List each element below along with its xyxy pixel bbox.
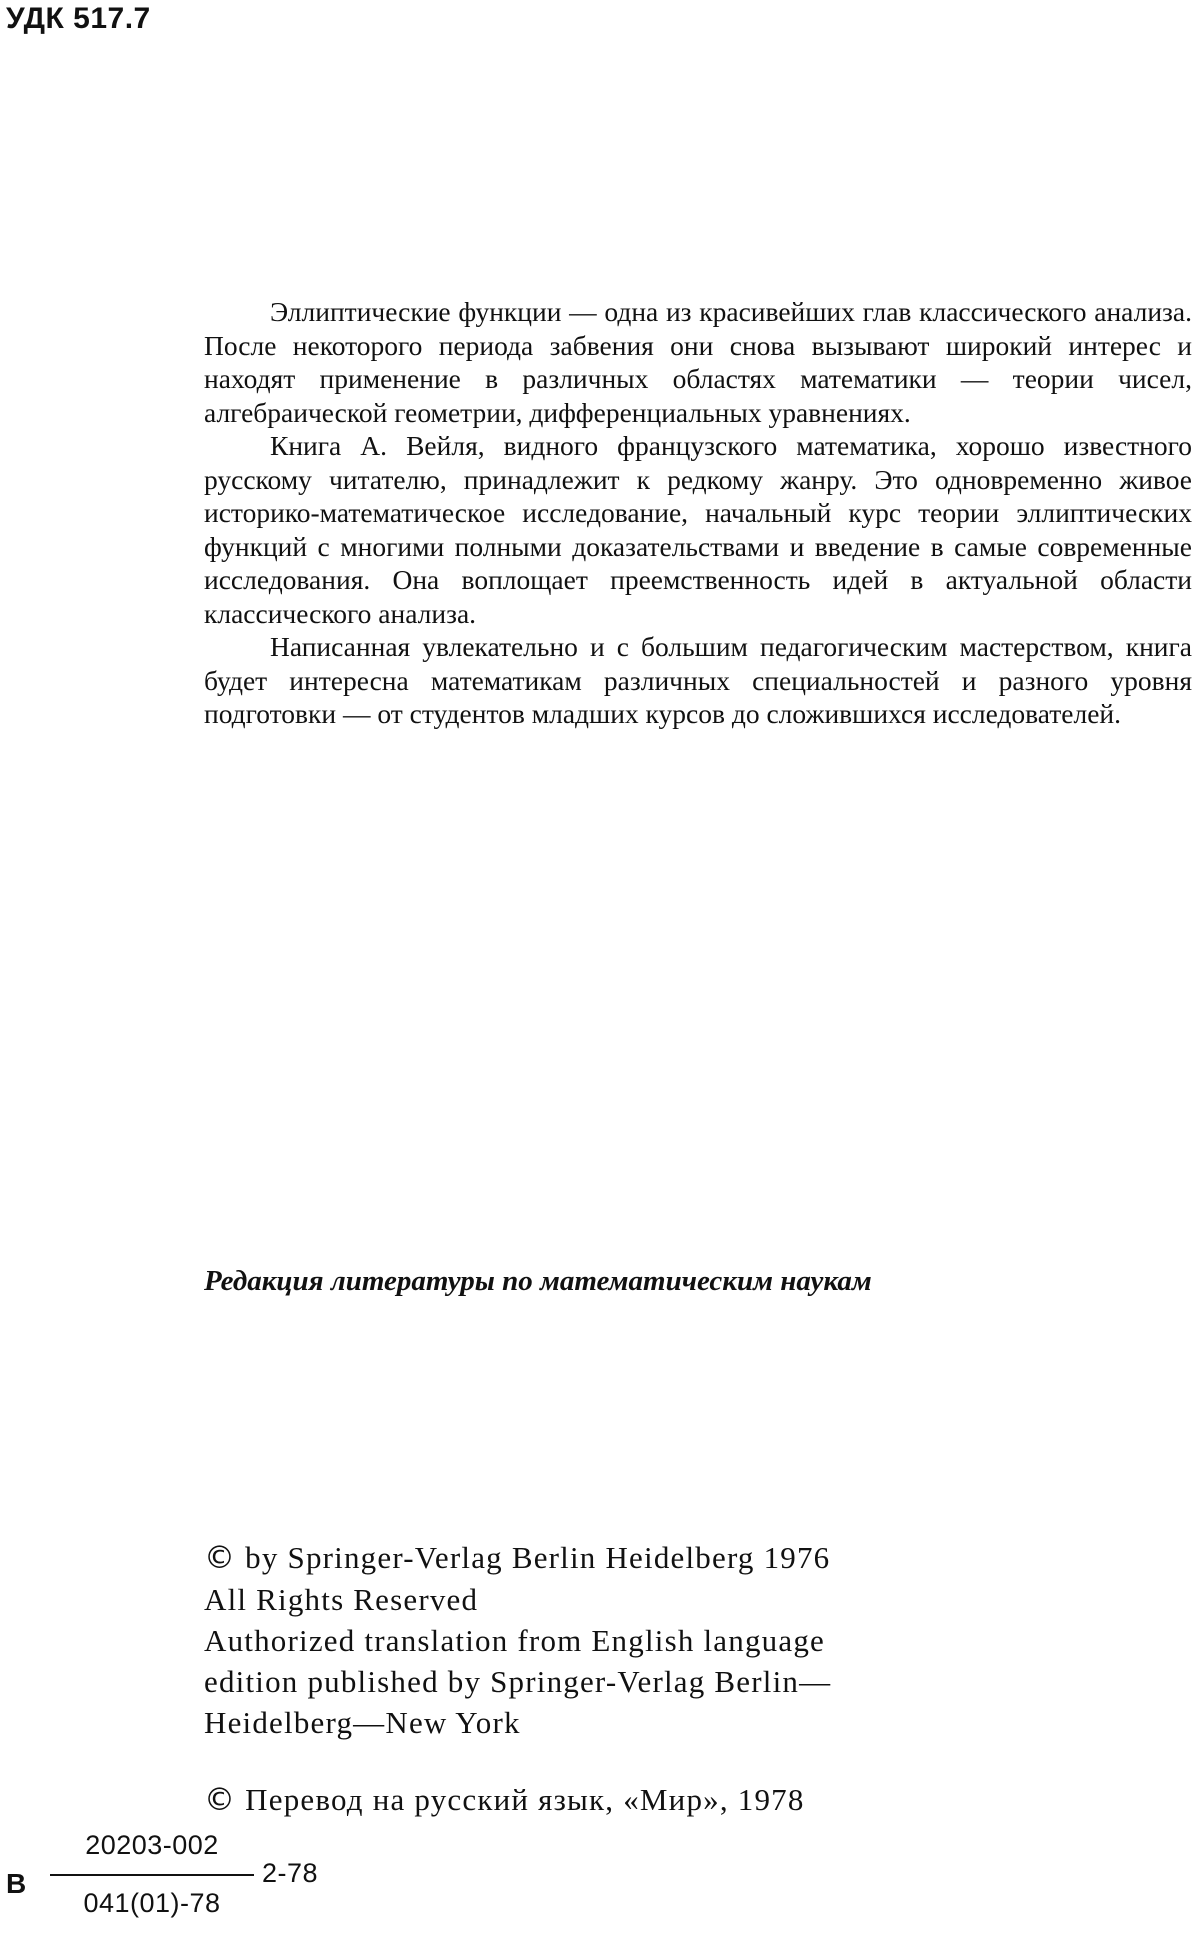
copyright-line-5: Heidelberg—New York <box>204 1705 521 1740</box>
translation-copyright-text: Перевод на русский язык, «Мир», 1978 <box>245 1782 805 1817</box>
annotation-paragraph-3: Написанная увлекательно и с большим педагогическим мастерством, книга будет интересна математикам различных специальностей и разного уровня подготовки — от студентов младших курсов до сложившихся исследователей. <box>204 631 1192 729</box>
copyright-notice <box>204 1537 831 1743</box>
copyright-icon: © <box>204 1540 237 1576</box>
book-annotation <box>204 295 1192 731</box>
copyright-line-3: Authorized translation from English language <box>204 1623 825 1658</box>
copyright-text-1: by Springer-Verlag Berlin Heidelberg 1976 <box>245 1540 831 1575</box>
copyright-line-2: All Rights Reserved <box>204 1582 479 1617</box>
catalog-index-letter: В <box>6 1868 27 1899</box>
catalog-index-fraction <box>50 1828 254 1920</box>
catalog-index-numerator: 20203-002 <box>85 1830 219 1860</box>
translation-copyright <box>204 1782 805 1818</box>
copyright-line-4: edition published by Springer-Verlag Berlin— <box>204 1664 832 1699</box>
annotation-paragraph-2: Книга А. Вейля, видного французского математика, хорошо известного русскому читателю, принадлежит к редкому жанру. Это одновременно живое историко-математическое исследование, начальный курс теории эллиптических функций с многими полными доказательствами и введение в самые современные исследования. Она воплощает преемственность идей в актуальной области классического анализа. <box>204 430 1192 629</box>
udk-code: УДК 517.7 <box>6 2 151 35</box>
catalog-index <box>6 1828 346 1948</box>
catalog-index-denominator: 041(01)-78 <box>83 1888 221 1918</box>
copyright-icon: © <box>204 1782 237 1818</box>
fraction-bar <box>50 1874 254 1876</box>
editorial-office-line: Редакция литературы по математическим наукам <box>204 1265 872 1297</box>
catalog-index-suffix: 2-78 <box>262 1858 319 1888</box>
annotation-paragraph-1: Эллиптические функции — одна из красивейших глав классического анализа. После некоторого периода забвения они снова вызывают широкий интерес и находят применение в различных областях математики — теории чисел, алгебраической геометрии, дифференциальных уравнениях. <box>204 296 1192 428</box>
copyright-line-1 <box>204 1537 831 1579</box>
